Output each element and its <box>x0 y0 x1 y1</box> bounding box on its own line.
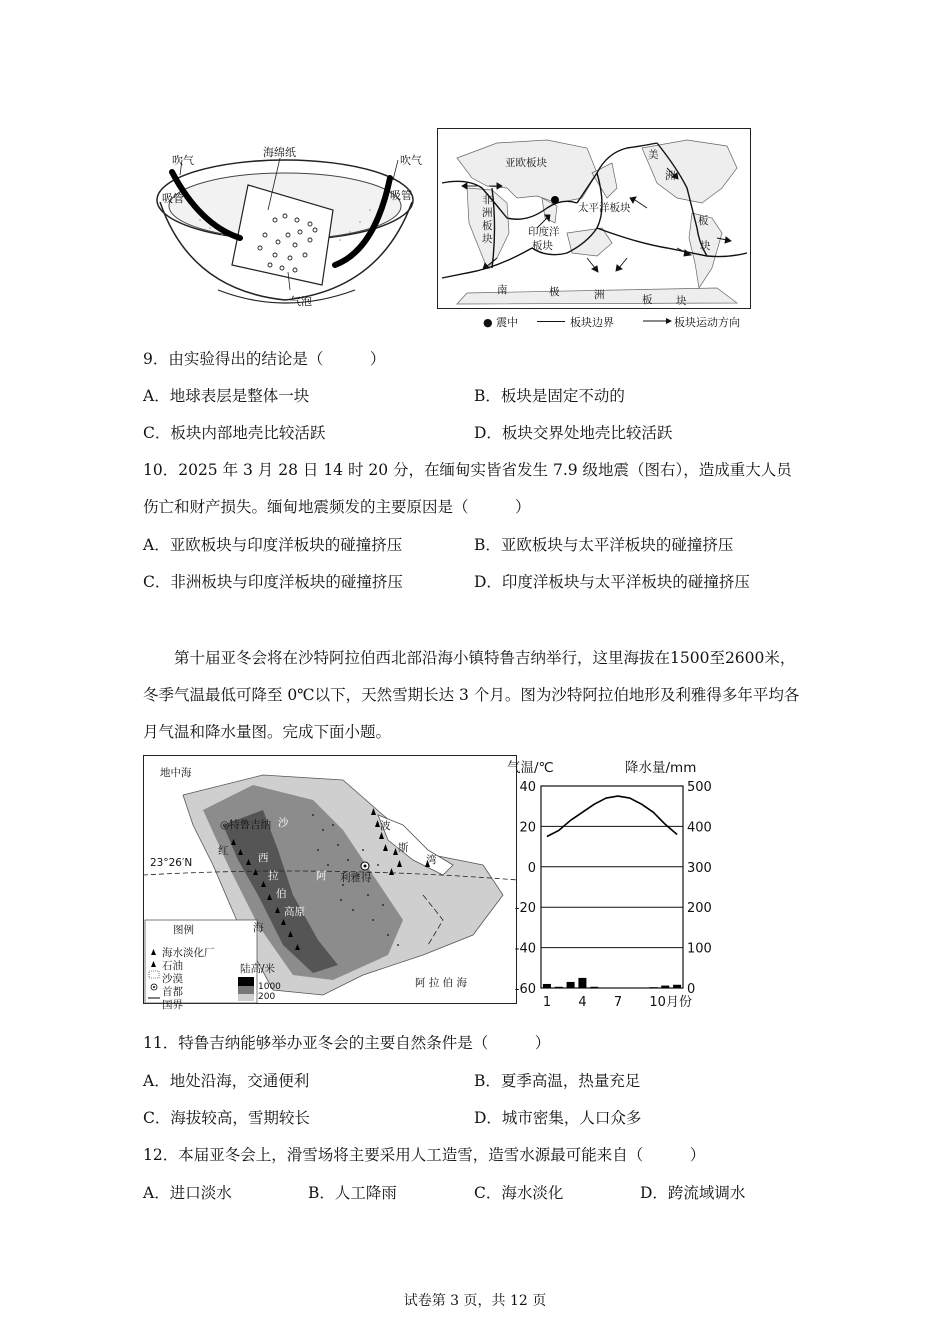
precip-bar <box>555 987 563 988</box>
map-sha: 沙 <box>278 817 289 829</box>
map-trojena: ◎特鲁吉纳 <box>220 819 272 831</box>
q12-option-d[interactable]: D．跨流域调水 <box>640 1184 746 1202</box>
map-la: 拉 <box>268 870 279 882</box>
left-tick-label: -20 <box>514 901 536 917</box>
legend-boundary-line <box>537 321 565 322</box>
label-eurasian: 亚欧板块 <box>505 157 547 169</box>
q11-option-d[interactable]: D．城市密集，人口众多 <box>474 1109 642 1127</box>
q9-option-a[interactable]: A．地球表层是整体一块 <box>143 387 310 405</box>
x-tick-label: 10月份 <box>649 995 692 1010</box>
map-a: 阿 <box>316 870 327 882</box>
chart-frame <box>541 786 683 988</box>
q11-option-a[interactable]: A．地处沿海，交通便利 <box>143 1072 310 1090</box>
map-gaoyuan: 高原 <box>284 906 305 918</box>
label-blow-left: 吹气 <box>172 154 194 167</box>
right-axis-label: 降水量/mm <box>625 760 697 776</box>
q12-option-a[interactable]: A．进口淡水 <box>143 1184 232 1202</box>
map-xi: 西 <box>258 852 269 864</box>
legend-epicenter: ● 震中 <box>483 316 519 329</box>
left-tick-label: 0 <box>527 860 536 876</box>
map-legend-capital: 首都 <box>162 986 183 998</box>
q10-option-d[interactable]: D．印度洋板块与太平洋板块的碰撞挤压 <box>474 573 750 591</box>
label-blow-right: 吹气 <box>400 154 422 167</box>
reading-passage: 第十届亚冬会将在沙特阿拉伯西北部沿海小镇特鲁吉纳举行，这里海拔在1500至2600米，冬季气温最低可降至 0℃以下，天然雪期长达 3 个月。图为沙特阿拉伯地形及利雅得多年平均各月气温和降水量图。完成下面小题。 <box>143 649 800 741</box>
page-footer: 试卷第 3 页，共 12 页 <box>403 1293 547 1309</box>
q10-stem-line2: 伤亡和财产损失。缅甸地震频发的主要原因是（ ） <box>143 498 531 516</box>
label-straw-right: 吸管 <box>390 189 412 202</box>
left-tick-label: -40 <box>514 941 536 957</box>
precip-bar <box>590 987 598 988</box>
label-indian-1: 印度洋 <box>528 226 560 238</box>
q9-option-b[interactable]: B．板块是固定不动的 <box>474 387 625 405</box>
right-tick-label: 100 <box>687 941 712 957</box>
label-pacific: 太平洋板块 <box>578 202 631 214</box>
right-tick-label: 0 <box>687 982 696 997</box>
legend-boundary: 板块边界 <box>570 316 614 329</box>
label-sponge: 海绵纸 <box>263 146 296 159</box>
label-african-3: 板 <box>482 220 493 232</box>
q10-stem-line1: 10．2025 年 3 月 28 日 14 时 20 分，在缅甸实皆省发生 7.9 级地震（图右），造成重大人员 <box>143 461 792 479</box>
left-tick-label: -60 <box>514 982 536 997</box>
q10-option-b[interactable]: B．亚欧板块与太平洋板块的碰撞挤压 <box>474 536 734 554</box>
map-red: 红 <box>218 845 229 857</box>
map-persian-3: 湾 <box>426 854 437 866</box>
saudi-terrain-map <box>143 755 518 1005</box>
precip-bar <box>578 978 586 988</box>
q11-option-c[interactable]: C．海拔较高，雪期较长 <box>143 1109 310 1127</box>
label-straw-left: 吸管 <box>162 192 184 205</box>
label-antarctic-5: 块 <box>676 295 687 307</box>
x-tick-label: 4 <box>578 995 587 1010</box>
q10-option-a[interactable]: A．亚欧板块与印度洋板块的碰撞挤压 <box>143 536 403 554</box>
map-persian-1: 波 <box>380 820 391 832</box>
right-tick-label: 300 <box>687 860 712 876</box>
precip-bar <box>673 985 681 988</box>
map-elev-200: 200 <box>258 992 276 1002</box>
right-tick-label: 200 <box>687 901 712 917</box>
left-axis-label: 气温/℃ <box>507 760 554 776</box>
q9-stem: 9．由实验得出的结论是（ ） <box>143 350 386 368</box>
temperature-line <box>547 796 677 836</box>
climate-chart <box>505 752 740 1024</box>
label-american-2: 洲 <box>665 170 676 182</box>
map-arab-sea: 阿 拉 伯 海 <box>415 977 468 989</box>
label-american-1: 美 <box>648 149 659 161</box>
q11-option-b[interactable]: B．夏季高温，热量充足 <box>474 1072 641 1090</box>
precip-bar <box>661 986 669 988</box>
x-tick-label: 1 <box>542 995 552 1010</box>
precip-bar <box>567 982 575 988</box>
q12-option-c[interactable]: C．海水淡化 <box>474 1184 564 1202</box>
map-legend-desal: 海水淡化厂 <box>162 947 215 959</box>
right-tick-label: 500 <box>687 780 712 795</box>
label-antarctic-4: 板 <box>642 294 653 306</box>
q12-option-b[interactable]: B．人工降雨 <box>308 1184 397 1202</box>
map-elev-1000: 1000 <box>258 982 281 992</box>
precip-bar <box>649 987 657 988</box>
map-legend-border: 国界 <box>162 999 183 1011</box>
map-legend-desert: 沙漠 <box>162 973 183 985</box>
map-mediterranean: 地中海 <box>160 767 192 779</box>
label-plate-right-1: 板 <box>698 215 709 227</box>
map-elev-title: 陆高/米 <box>240 963 276 975</box>
legend-direction-arrow <box>643 316 673 326</box>
map-persian-2: 斯 <box>398 842 409 854</box>
q9-option-d[interactable]: D．板块交界处地壳比较活跃 <box>474 424 673 442</box>
q10-option-c[interactable]: C．非洲板块与印度洋板块的碰撞挤压 <box>143 573 403 591</box>
left-tick-label: 40 <box>519 780 536 795</box>
x-tick-label: 7 <box>613 995 623 1010</box>
right-tick-label: 400 <box>687 820 712 836</box>
map-red-sea: 海 <box>253 922 264 934</box>
map-legend-title: 图例 <box>173 924 194 936</box>
precip-bar <box>543 984 551 988</box>
label-plate-right-2: 块 <box>700 240 711 252</box>
map-bo: 伯 <box>276 888 287 900</box>
map-legend-oil: 石油 <box>162 960 183 972</box>
label-antarctic-1: 南 <box>497 284 508 296</box>
q12-stem: 12．本届亚冬会上，滑雪场将主要采用人工造雪，造雪水源最可能来自（ ） <box>143 1146 706 1164</box>
label-antarctic-3: 洲 <box>594 289 605 301</box>
legend-direction: 板块运动方向 <box>674 316 740 329</box>
label-african-2: 洲 <box>482 207 493 219</box>
label-african-1: 非 <box>482 194 493 206</box>
q11-stem: 11．特鲁吉纳能够举办亚冬会的主要自然条件是（ ） <box>143 1034 551 1052</box>
left-tick-label: 20 <box>519 820 536 836</box>
map-riyadh: 利雅得 <box>340 872 372 884</box>
label-indian-2: 板块 <box>532 240 553 252</box>
q9-option-c[interactable]: C．板块内部地壳比较活跃 <box>143 424 326 442</box>
label-antarctic-2: 极 <box>549 286 560 298</box>
label-african-4: 块 <box>482 233 493 245</box>
label-bubble: 气泡 <box>290 295 312 308</box>
map-latitude: 23°26′N <box>150 857 193 869</box>
